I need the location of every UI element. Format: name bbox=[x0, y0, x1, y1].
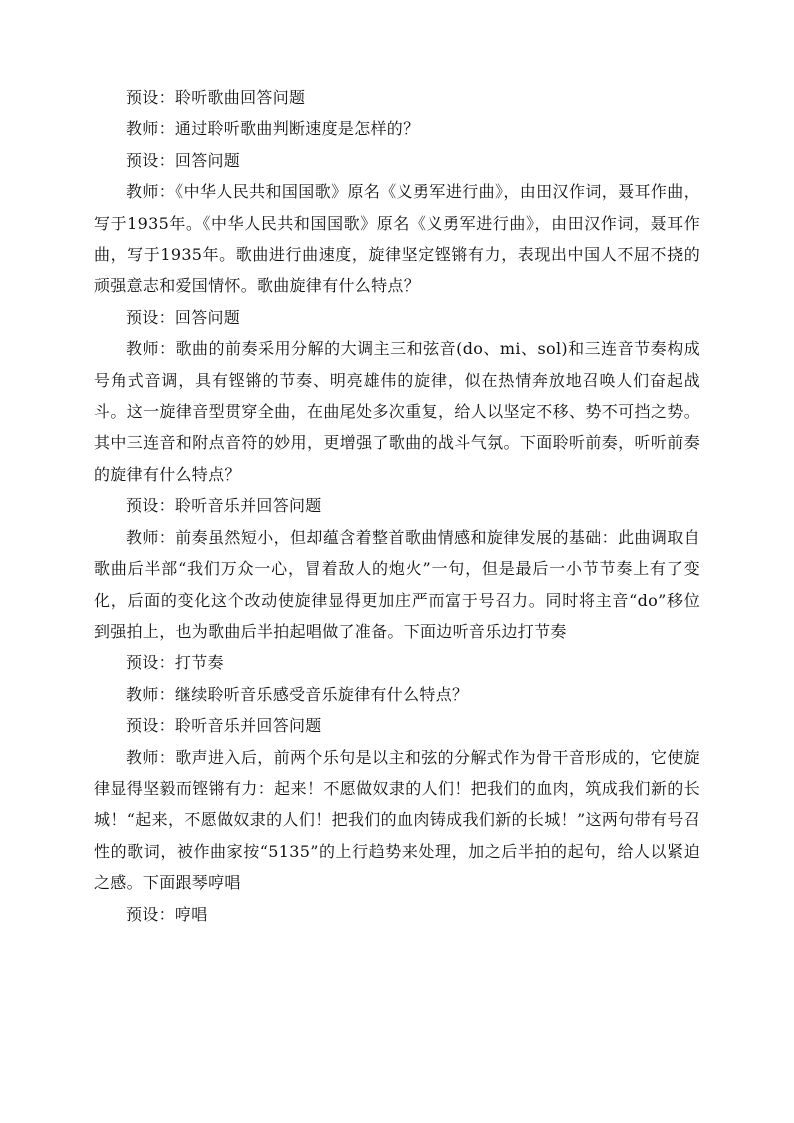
paragraph-12: 教师：歌声进入后，前两个乐句是以主和弦的分解式作为骨干音形成的，它使旋律显得坚毅而铿锵有力：起来！不愿做奴隶的人们！把我们的血肉，筑成我们新的长城！“起来，不愿做奴隶的人们！把我们的血肉铸成我们新的长城！”这两句带有号召性的歌词，被作曲家按“5135”的上行趋势来处理，加之后半拍的起句，给人以紧迫之感。下面跟琴哼唱 bbox=[94, 747, 700, 893]
paragraph-8: 教师：前奏虽然短小，但却蕴含着整首歌曲情感和旋律发展的基础：此曲调取自歌曲后半部“我们万众一心，冒着敌人的炮火”一句，但是最后一小节节奏上有了变化，后面的变化这个改动使旋律显得更加庄严而富于号召力。同时将主音“do”移位到强拍上，也为歌曲后半拍起唱做了准备。下面边听音乐边打节奏 bbox=[94, 527, 700, 641]
paragraph-7: 预设：聆听音乐并回答问题 bbox=[126, 496, 322, 516]
paragraph-2: 教师：通过聆听歌曲判断速度是怎样的？ bbox=[126, 119, 420, 139]
paragraph-10: 教师：继续聆听音乐感受音乐旋律有什么特点？ bbox=[126, 684, 469, 704]
paragraph-3: 预设：回答问题 bbox=[126, 150, 241, 170]
paragraph-9: 预设：打节奏 bbox=[126, 653, 224, 673]
document-body bbox=[94, 82, 700, 930]
paragraph-4: 教师：《中华人民共和国国歌》原名《义勇军进行曲》，由田汉作词，聂耳作曲，写于1935年。《中华人民共和国国歌》原名《义勇军进行曲》，由田汉作词，聂耳作曲，写于1935年。歌曲进行曲速度，旋律坚定铿锵有力，表现出中国人不屈不挠的顽强意志和爱国情怀。歌曲旋律有什么特点？ bbox=[94, 182, 700, 296]
paragraph-1: 预设：聆听歌曲回答问题 bbox=[126, 88, 306, 107]
paragraph-11: 预设：聆听音乐并回答问题 bbox=[126, 716, 322, 736]
paragraph-13: 预设：哼唱 bbox=[126, 904, 208, 924]
paragraph-5: 预设：回答问题 bbox=[126, 307, 241, 327]
paragraph-6: 教师：歌曲的前奏采用分解的大调主三和弦音(do、mi、sol)和三连音节奏构成号角式音调，具有铿锵的节奏、明亮雄伟的旋律，似在热情奔放地召唤人们奋起战斗。这一旋律音型贯穿全曲，在曲尾处多次重复，给人以坚定不移、势不可挡之势。其中三连音和附点音符的妙用，更增强了歌曲的战斗气氛。下面聆听前奏，听听前奏的旋律有什么特点？ bbox=[94, 339, 700, 484]
